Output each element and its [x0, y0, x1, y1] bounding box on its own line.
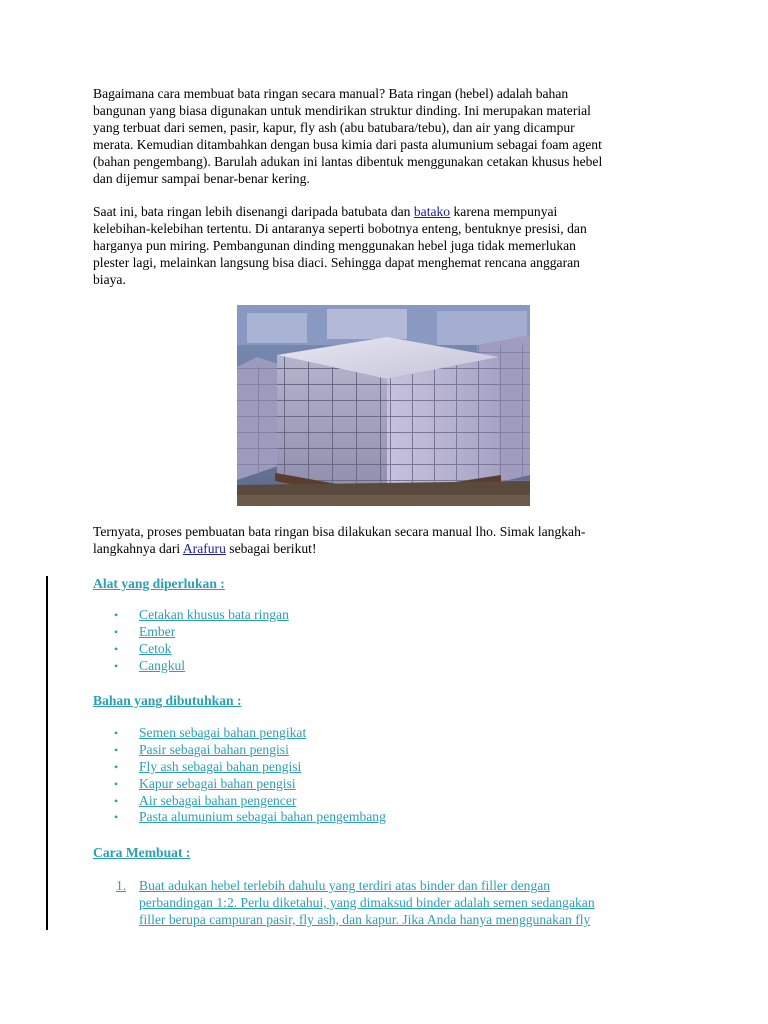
bullet-icon: •: [114, 810, 119, 825]
intro-line: yang terbuat dari semen, pasir, kapur, fly ash (abu batubara/tebu), dan air yang dicampur: [93, 119, 575, 135]
step-number: 1.: [116, 878, 127, 893]
intro-line: dan dijemur sampai benar-benar kering.: [93, 170, 310, 186]
advantages-paragraph: [93, 204, 678, 289]
advantages-line: biaya.: [93, 271, 126, 287]
list-item-text[interactable]: Pasir sebagai bahan pengisi: [139, 741, 289, 757]
intro-paragraph: [93, 86, 678, 187]
list-item-text[interactable]: Semen sebagai bahan pengikat: [139, 725, 307, 740]
bullet-icon: •: [114, 776, 119, 791]
process-intro-line: Ternyata, proses pembuatan bata ringan bisa dilakukan secara manual lho. Simak langkah-: [93, 524, 586, 539]
advantages-text: karena mempunyai: [450, 204, 558, 219]
process-intro-line: [93, 541, 678, 558]
list-item-text[interactable]: Pasta alumunium sebagai bahan pengembang: [139, 809, 386, 825]
advantages-line: plester lagi, melainkan langsung bisa diaci. Sehingga dapat menghemat rencana anggaran: [93, 254, 580, 270]
steps-heading: Cara Membuat :: [93, 845, 191, 860]
batako-link[interactable]: batako: [413, 204, 451, 219]
list-item-text[interactable]: Fly ash sebagai bahan pengisi: [139, 758, 302, 774]
advantages-line: [93, 204, 678, 221]
step-line[interactable]: filler berupa campuran pasir, fly ash, dan kapur. Jika Anda hanya menggunakan fly: [139, 911, 591, 927]
bullet-icon: •: [114, 641, 119, 656]
advantages-line: kelebihan-kelebihan tertentu. Di antaranya seperti bobotnya enteng, bentuknye presisi, dan: [93, 220, 587, 236]
advantages-line: harganya pun miring. Pembangunan dinding menggunakan hebel juga tidak memerlukan: [93, 237, 576, 253]
list-item-text[interactable]: Cangkul: [139, 657, 186, 673]
list-item-text[interactable]: Kapur sebagai bahan pengisi: [139, 775, 296, 791]
bullet-icon: •: [114, 742, 119, 757]
bullet-icon: •: [114, 658, 119, 673]
list-item-text[interactable]: Ember: [139, 623, 176, 639]
process-intro-text: sebagai berikut!: [225, 540, 317, 556]
step-line[interactable]: Buat adukan hebel terlebih dahulu yang terdiri atas binder dan filler dengan: [139, 878, 551, 893]
tools-heading: Alat yang diperlukan :: [93, 576, 225, 591]
intro-line: bangunan yang biasa digunakan untuk mendirikan struktur dinding. Ini merupakan material: [93, 102, 591, 118]
intro-line: (bahan pengembang). Barulah adukan ini lantas dibentuk menggunakan cetakan khusus hebel: [93, 153, 603, 169]
advantages-text: Saat ini, bata ringan lebih disenangi daripada batubata dan: [93, 204, 414, 219]
bullet-icon: •: [114, 793, 119, 808]
step-line[interactable]: perbandingan 1:2. Perlu diketahui, yang dimaksud binder adalah semen sedangakan: [139, 894, 595, 910]
materials-heading: Bahan yang dibutuhkan :: [93, 693, 242, 708]
bullet-icon: •: [114, 608, 119, 622]
bullet-icon: •: [114, 759, 119, 774]
step-text: [139, 878, 699, 929]
bullet-icon: •: [114, 726, 119, 740]
list-item-text[interactable]: Air sebagai bahan pengencer: [139, 792, 297, 808]
arafuru-link[interactable]: Arafuru: [182, 540, 226, 556]
list-item-text[interactable]: Cetakan khusus bata ringan: [139, 607, 289, 622]
intro-line: Bagaimana cara membuat bata ringan secara manual? Bata ringan (hebel) adalah bahan: [93, 86, 569, 101]
process-intro-paragraph: [93, 524, 678, 558]
process-intro-text: langkahnya dari: [93, 540, 183, 556]
brick-stack-photo: [237, 305, 530, 506]
intro-line: merata. Kemudian ditambahkan dengan busa kimia dari pasta alumunium sebagai foam agent: [93, 136, 602, 152]
margin-bar: [46, 576, 48, 930]
list-item-text[interactable]: Cetok: [139, 640, 172, 656]
bullet-icon: •: [114, 624, 119, 639]
